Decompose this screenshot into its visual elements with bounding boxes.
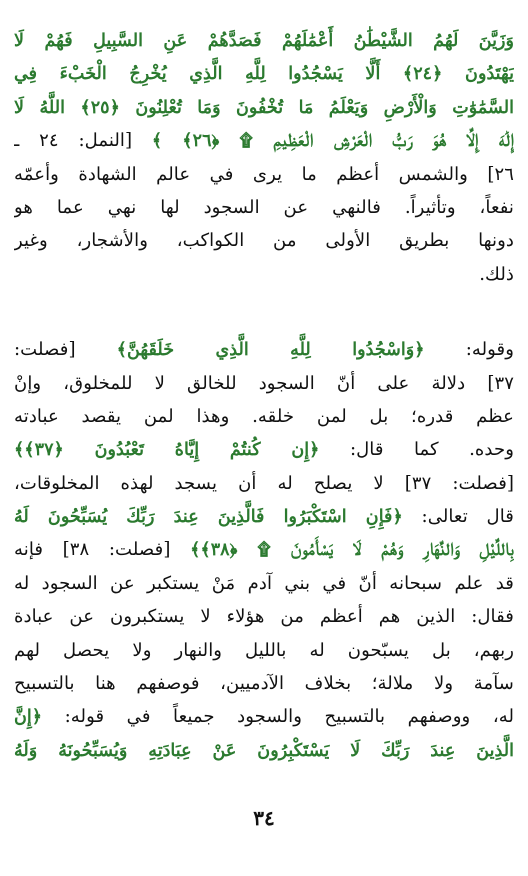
paragraph-2 (14, 333, 514, 767)
text-line: ٣٧] دلالة على أنّ السجود للخالق لا للمخلوق، وإنْ (14, 372, 514, 394)
text-line: ربهم، بل يسبّحون له بالليل والنهار ولا يحصل لهم (14, 639, 514, 661)
body-text: قال تعالى: (402, 506, 514, 528)
text-line: فقال: الذين هم أعظم من هؤلاء لا يستكبرون عن عبادة (14, 606, 514, 628)
quran-verse: بِاللَّيْلِ وَالنَّهَارِ وَهُمْ لَا يَسْأَمُونَ ۩ ﴿٣٨﴾﴾ (190, 539, 514, 561)
quran-verse: ﴿فَإِنِ اسْتَكْبَرُوا فَالَّذِينَ عِندَ رَبِّكَ يُسَبِّحُونَ لَهُ (14, 506, 403, 528)
text-line: [فصلت: ٣٧] لا يصلح له أن يسجد لهذه المخلوقات، (14, 472, 514, 494)
text-line: دونها بطريق الأولى من الكواكب، والأشجار، وغير (14, 230, 514, 252)
quran-verse: ﴿وَاسْجُدُوا لِلَّهِ الَّذِي خَلَقَهُنَّ﴾ (116, 339, 425, 361)
text-line (14, 700, 514, 733)
text-line: الَّذِينَ عِندَ رَبِّكَ لَا يَسْتَكْبِرُونَ عَنْ عِبَادَتِهِ وَيُسَبِّحُونَهُ وَلَهُ (14, 739, 514, 761)
text-line: وَزَيَّنَ لَهُمُ الشَّيْطَٰنُ أَعْمَٰلَهُمْ فَصَدَّهُمْ عَنِ السَّبِيلِ فَهُمْ لَا (14, 30, 514, 51)
citation: [فصلت: ٣٨] فإنه (14, 539, 191, 561)
page-number: ٣٤ (253, 806, 275, 830)
quran-verse: إِلَٰهَ إِلَّا هُوَ رَبُّ الْعَرْشِ الْعَظِيمِ ۩ ﴿٢٦﴾ ﴾ (151, 130, 514, 152)
text-line (14, 533, 514, 566)
text-line: نفعاً، وتأثيراً. فالنهي عن السجود لها نهي عما هو (14, 196, 514, 218)
quran-verse: ﴿إِن كُنتُمْ إِيَّاهُ تَعْبُدُونَ ﴿٣٧﴾﴾ (14, 439, 320, 461)
citation: [فصلت: (14, 339, 117, 361)
text-line: ٢٦] والشمس أعظم ما يرى في عالم الشهادة وأعمّه (14, 163, 514, 185)
citation: [النمل: ٢٤ ـ (14, 130, 152, 152)
text-line: يَهْتَدُونَ ﴿٢٤﴾ أَلَّا يَسْجُدُوا لِلَّهِ الَّذِي يُخْرِجُ الْخَبْءَ فِي (14, 63, 514, 85)
text-line: سآمة ولا ملالة؛ بخلاف الآدميين، فوصفهم هنا بالتسبيح (14, 673, 514, 695)
paragraph-gap (14, 291, 514, 333)
body-text: وحده. كما قال: (319, 439, 514, 461)
text-line: ذلك. (479, 263, 514, 285)
text-line: قد علم سبحانه أنّ في بني آدم مَنْ يستكبر عن السجود له (14, 572, 514, 594)
text-line: السَّمَٰوَٰتِ وَالْأَرْضِ وَيَعْلَمُ مَا تُخْفُونَ وَمَا تُعْلِنُونَ ﴿٢٥﴾ اللَّهُ لَا (14, 96, 514, 118)
text-line (14, 124, 514, 157)
text-line: عظم قدره؛ بل لمن خلقه. وهذا لمن يقصد عبادته (14, 405, 514, 427)
body-text: وقوله: (424, 339, 514, 361)
text-line (14, 500, 514, 533)
paragraph-1 (14, 24, 514, 291)
text-line (14, 433, 514, 466)
text-line (14, 333, 514, 366)
body-text: له، ووصفهم بالتسبيح والسجود جميعاً في قوله: (42, 706, 514, 728)
quran-verse: ﴿إِنَّ (14, 706, 43, 728)
page-body (14, 24, 514, 767)
